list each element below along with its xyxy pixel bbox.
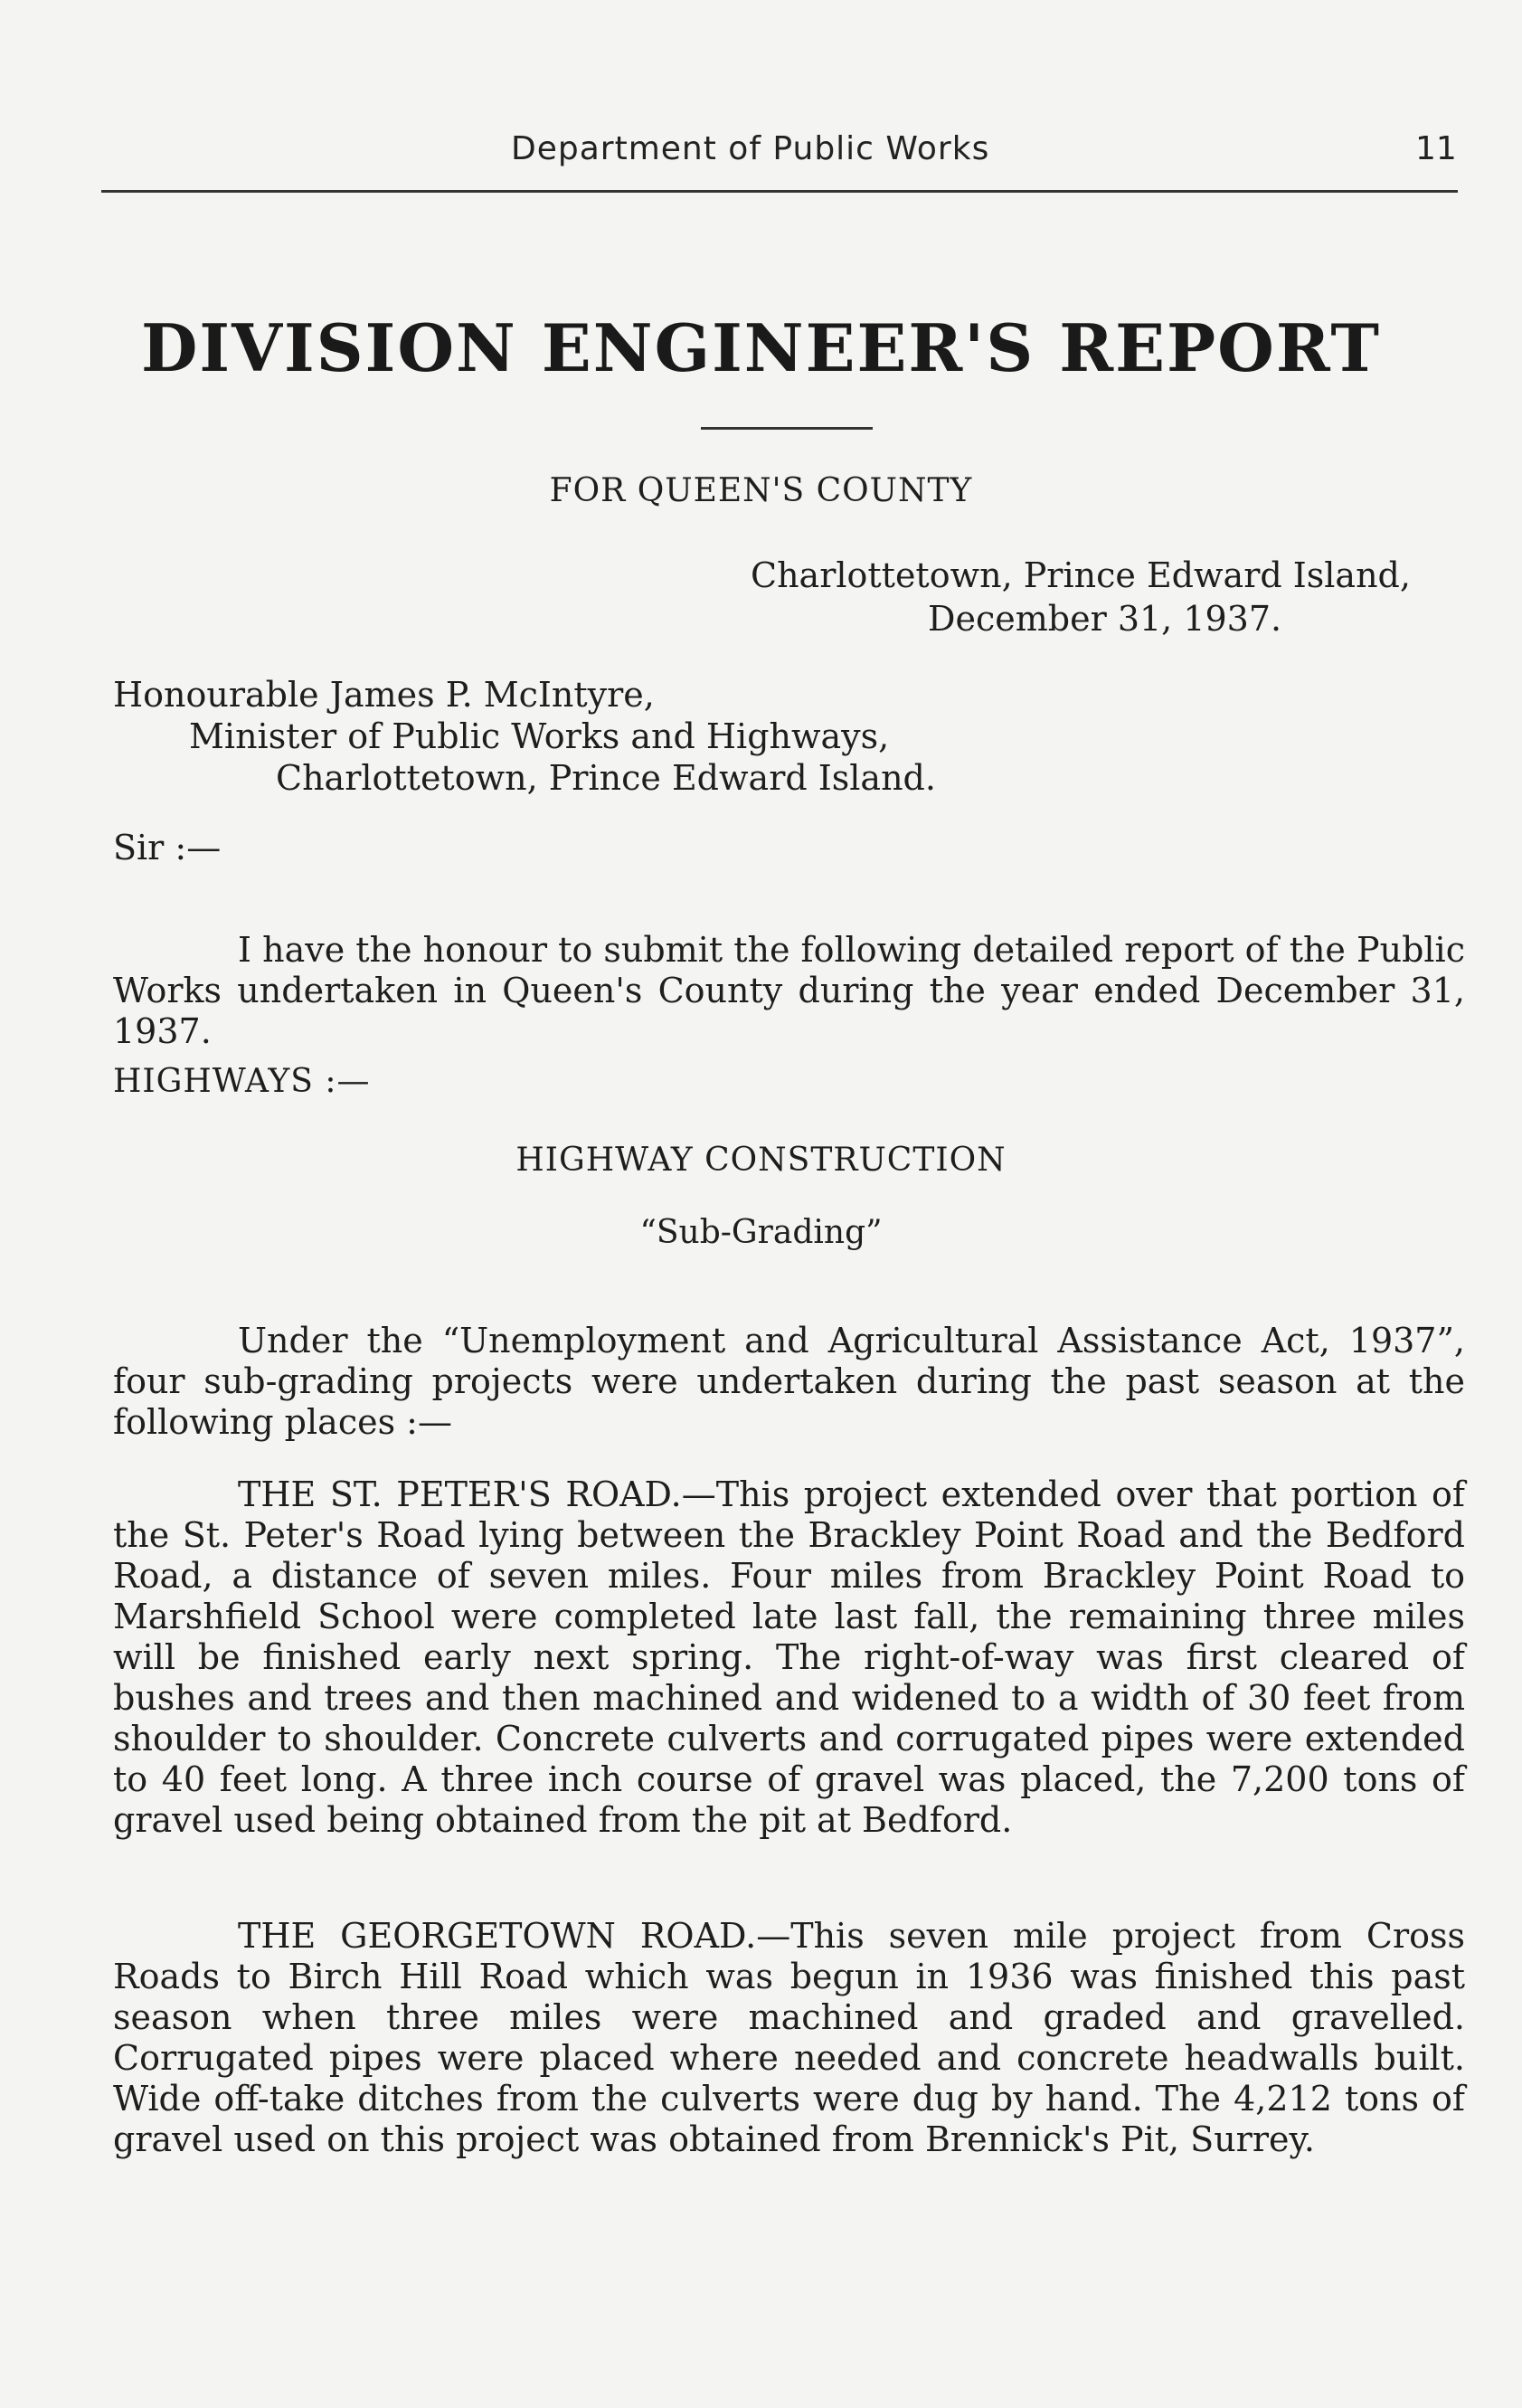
report-subtitle: FOR QUEEN'S COUNTY bbox=[549, 472, 973, 509]
page-number: 11 bbox=[1415, 130, 1457, 167]
addressee-location: Charlottetown, Prince Edward Island. bbox=[276, 758, 936, 798]
subsection-heading-construction: HIGHWAY CONSTRUCTION bbox=[515, 1142, 1007, 1179]
subsubsection-heading-subgrading: “Sub-Grading” bbox=[639, 1214, 883, 1251]
running-header-title: Department of Public Works bbox=[511, 130, 990, 167]
addressee-title: Minister of Public Works and Highways, bbox=[189, 716, 890, 756]
addressee-block bbox=[113, 674, 936, 799]
dateline-place: Charlottetown, Prince Edward Island, bbox=[751, 555, 1411, 595]
salutation: Sir :— bbox=[113, 828, 222, 867]
dateline-date: December 31, 1937. bbox=[928, 599, 1282, 639]
dateline bbox=[751, 554, 1411, 640]
georgetown-road-paragraph: THE GEORGETOWN ROAD.—This seven mile project from Cross Roads to Birch Hill Road which was begun in 1936 was finished this past season when three miles were machined and graded and gravelled. Corrugated pipes were placed where needed and concrete headwalls built. Wide off-take ditches from the culverts were dug by hand. The 4,212 tons of gravel used on this project was obtained from Brennick's Pit, Surrey. bbox=[113, 1916, 1465, 2159]
section-heading-highways: HIGHWAYS :— bbox=[113, 1063, 371, 1100]
title-rule bbox=[701, 427, 873, 430]
header-rule bbox=[101, 190, 1458, 193]
st-peters-road-paragraph: THE ST. PETER'S ROAD.—This project extended over that portion of the St. Peter's Road lying between the Brackley Point Road and the Bedford Road, a distance of seven miles. Four miles from Brackley Point Road to Marshfield School were completed late last fall, the remaining three miles will be finished early next spring. The right-of-way was first cleared of bushes and trees and then machined and widened to a width of 30 feet from shoulder to shoulder. Concrete culverts and corrugated pipes were extended to 40 feet long. A three inch course of gravel was placed, the 7,200 tons of gravel used being obtained from the pit at Bedford. bbox=[113, 1474, 1465, 1840]
addressee-name: Honourable James P. McIntyre, bbox=[113, 675, 655, 715]
report-title: DIVISION ENGINEER'S REPORT bbox=[140, 309, 1382, 386]
act-paragraph: Under the “Unemployment and Agricultural Assistance Act, 1937”, four sub-grading projects were undertaken during the past season at the following places :— bbox=[113, 1321, 1465, 1442]
intro-paragraph: I have the honour to submit the following detailed report of the Public Works undertaken in Queen's County during the year ended December 31, 1937. bbox=[113, 930, 1465, 1051]
